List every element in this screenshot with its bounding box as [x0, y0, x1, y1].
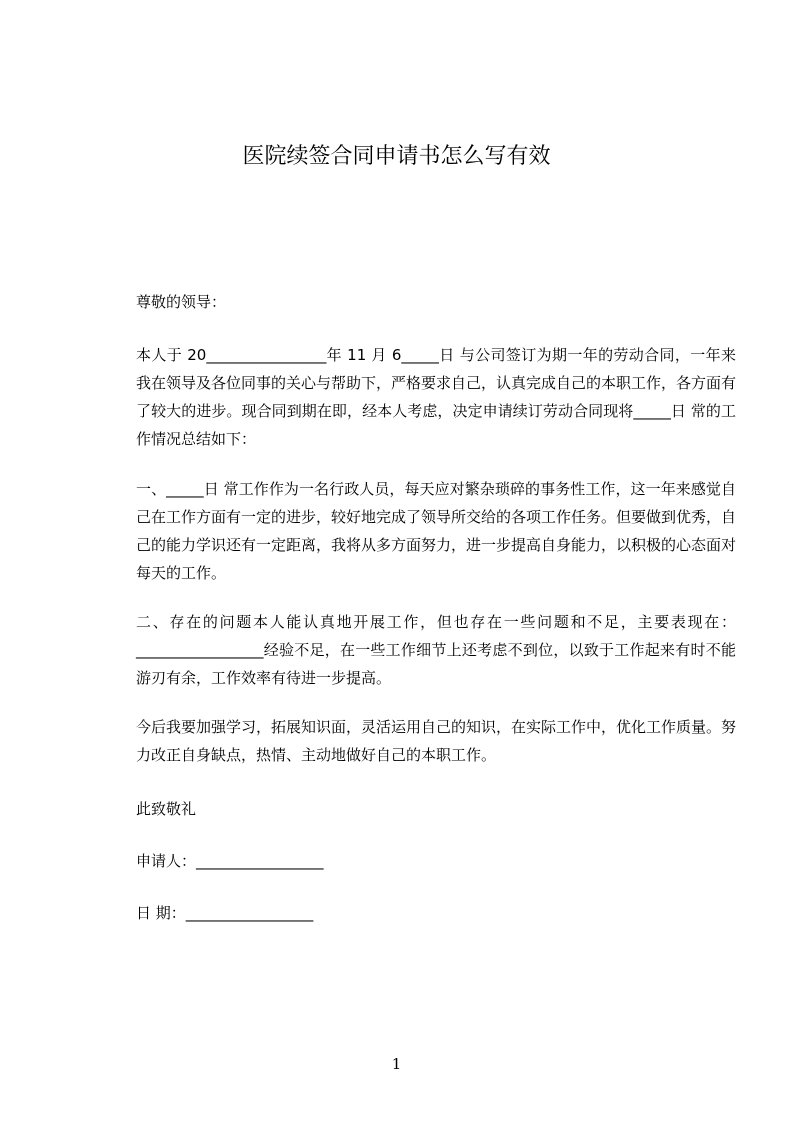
salutation: 尊敬的领导： [136, 293, 227, 311]
document-title: 医院续签合同申请书怎么写有效 [242, 144, 551, 169]
date-line: 日 期：_________________ [136, 904, 314, 922]
closing-salute: 此致敬礼 [136, 800, 197, 818]
paragraph-daily-work: 一、_____日 常工作作为一名行政人员，每天应对繁杂琐碎的事务性工作，这一年来感觉自己在工作方面有一定的进步，较好地完成了领导所交给的各项工作任务。但要做到优秀，自己的能力学识还有一定距离，我将从多方面努力，进一步提高自身能力，以积极的心态面对每天的工作。 [136, 480, 737, 582]
page-number: 1 [391, 1055, 402, 1073]
paragraph-problems: 二、存在的问题本人能认真地开展工作，但也存在一些问题和不足，主要表现在：_________________经验不足，在一些工作细节上还考虑不到位，以致于工作起来有时不能游刃有余，工作效率有待进一步提高。 [136, 613, 736, 687]
paragraph-intro: 本人于 20________________年 11 月 6_____日 与公司签订为期一年的劳动合同，一年来我在领导及各位同事的关心与帮助下，严格要求自己，认真完成自己的本职工作，各方面有了较大的进步。现合同到期在即，经本人考虑，决定申请续订劳动合同现将_____日 常的工作情况总结如下： [136, 346, 737, 448]
applicant-signature-line: 申请人：_________________ [136, 852, 324, 870]
paragraph-future: 今后我要加强学习，拓展知识面，灵活运用自己的知识，在实际工作中，优化工作质量。努力改正自身缺点，热情、主动地做好自己的本职工作。 [136, 718, 737, 764]
